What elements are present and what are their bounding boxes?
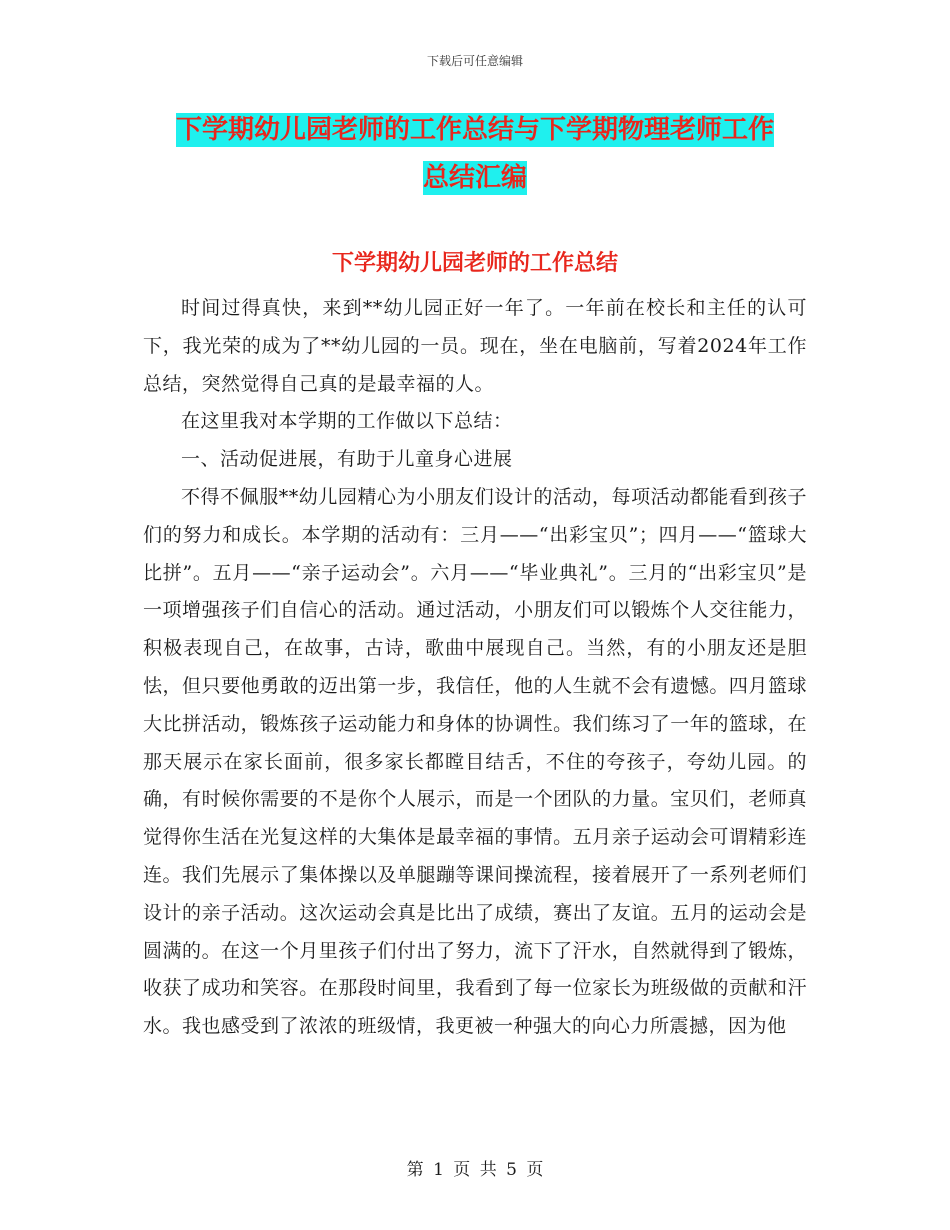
- body-text: [143, 290, 807, 1046]
- document-title: [150, 106, 800, 202]
- section-title: 下学期幼儿园老师的工作总结: [331, 251, 618, 276]
- paragraph: 时间过得真快，来到**幼儿园正好一年了。一年前在校长和主任的认可下，我光荣的成为了**幼儿园的一员。现在，坐在电脑前，写着2024年工作总结，突然觉得自己真的是最幸福的人。: [143, 297, 807, 395]
- title-line-1: 下学期幼儿园老师的工作总结与下学期物理老师工作: [175, 115, 774, 145]
- paragraph: 不得不佩服**幼儿园精心为小朋友们设计的活动，每项活动都能看到孩子们的努力和成长。本学期的活动有：三月——“出彩宝贝”；四月——“篮球大比拼”。五月——“亲子运动会”。六月——“毕业典礼”。三月的“出彩宝贝”是一项增强孩子们自信心的活动。通过活动，小朋友们可以锻炼个人交往能力，积极表现自己，在故事，古诗，歌曲中展现自己。当然，有的小朋友还是胆怯，但只要他勇敢的迈出第一步，我信任，他的人生就不会有遗憾。四月篮球大比拼活动，锻炼孩子运动能力和身体的协调性。我们练习了一年的篮球，在那天展示在家长面前，很多家长都瞠目结舌，不住的夸孩子，夸幼儿园。的确，有时候你需要的不是你个人展示，而是一个团队的力量。宝贝们，老师真觉得你生活在光复这样的大集体是最幸福的事情。五月亲子运动会可谓精彩连连。我们先展示了集体操以及单腿蹦等课间操流程，接着展开了一系列老师们设计的亲子活动。这次运动会真是比出了成绩，赛出了友谊。五月的运动会是圆满的。在这一个月里孩子们付出了努力，流下了汗水，自然就得到了锻炼，收获了成功和笑容。在那段时间里，我看到了每一位家长为班级做的贡献和汗水。我也感受到了浓浓的班级情，我更被一种强大的向心力所震撼，因为他: [143, 485, 807, 1038]
- paragraph: 一、活动促进展，有助于儿童身心进展: [181, 448, 513, 471]
- page-number: 第 1 页 共 5 页: [406, 1160, 544, 1180]
- paragraph: 在这里我对本学期的工作做以下总结：: [181, 410, 513, 433]
- header-note: 下载后可任意编辑: [426, 54, 523, 68]
- title-line-2: 总结汇编: [422, 163, 527, 193]
